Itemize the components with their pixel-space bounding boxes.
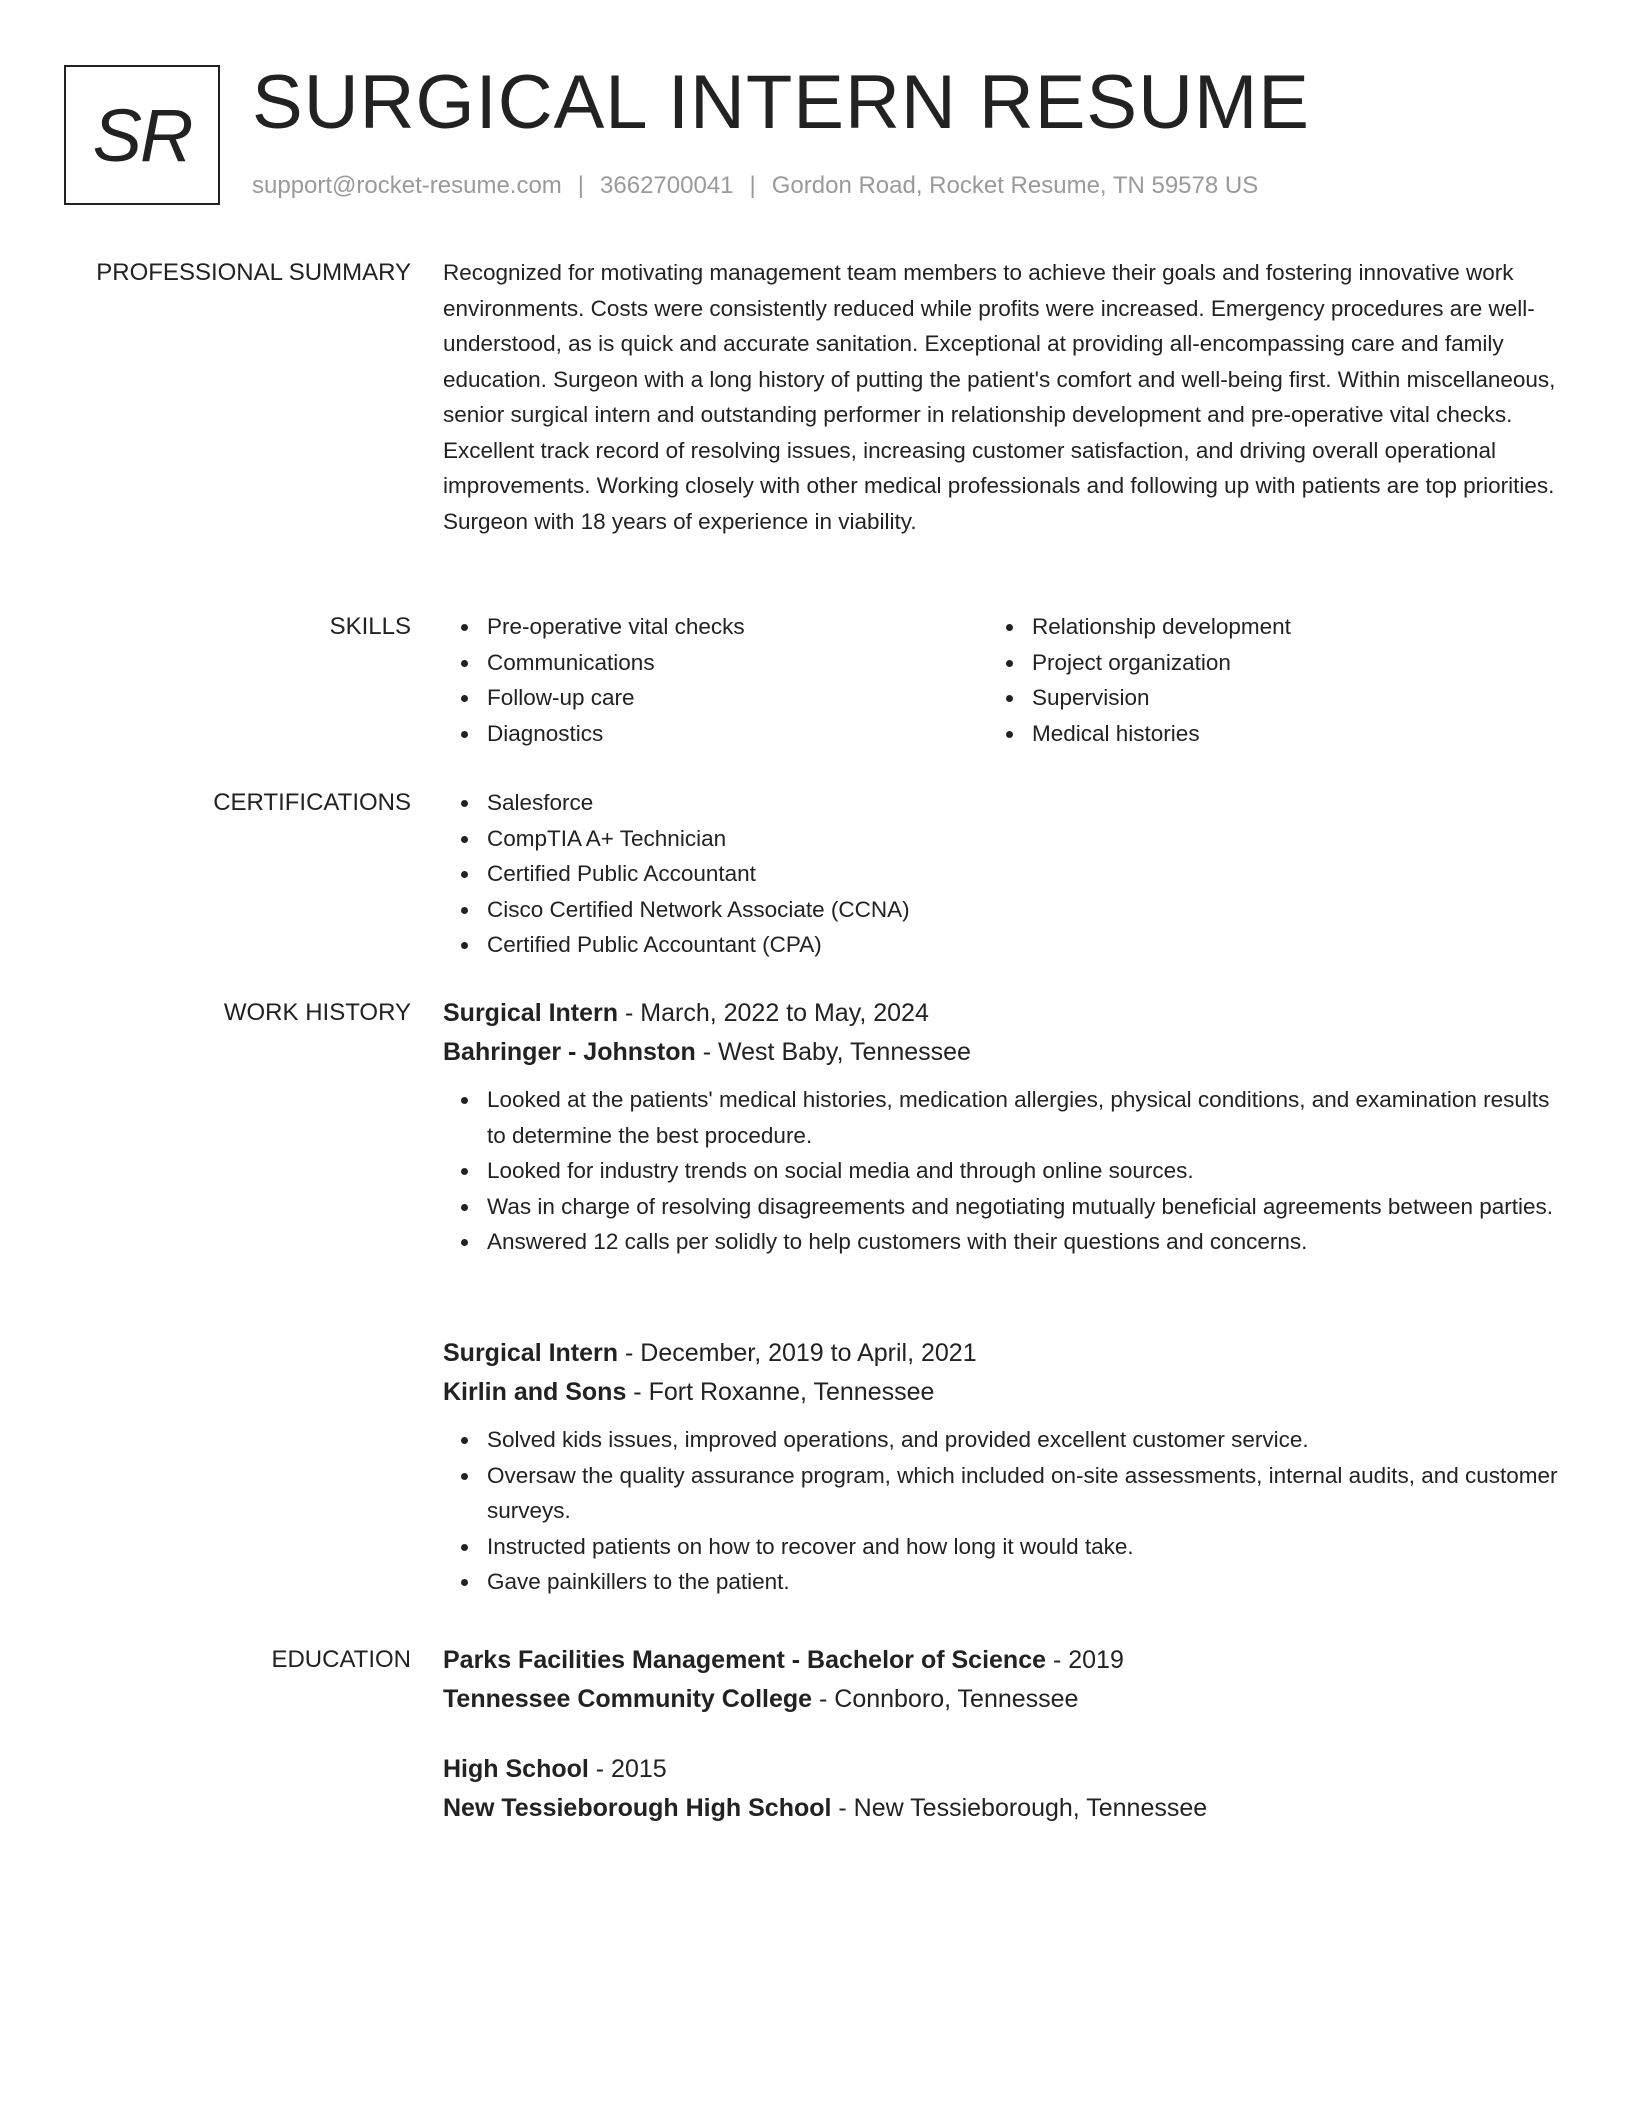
education-school-line bbox=[443, 1789, 1563, 1828]
job-location: - Fort Roxanne, Tennessee bbox=[626, 1378, 935, 1406]
job-bullets bbox=[443, 1422, 1563, 1600]
job-company-line bbox=[443, 1373, 1563, 1412]
job-company-line bbox=[443, 1033, 1563, 1072]
contact-line bbox=[252, 172, 1258, 200]
job-bullet: Solved kids issues, improved operations, and provided excellent customer service. bbox=[487, 1422, 1563, 1458]
job-bullet: Gave painkillers to the patient. bbox=[487, 1564, 1563, 1600]
contact-separator: | bbox=[749, 172, 756, 199]
certification-item: CompTIA A+ Technician bbox=[487, 821, 1563, 857]
section-label-summary: PROFESSIONAL SUMMARY bbox=[96, 259, 411, 286]
skills-grid bbox=[443, 609, 1563, 751]
job-title: Surgical Intern bbox=[443, 999, 619, 1027]
summary-body bbox=[443, 255, 1563, 539]
job-heading bbox=[443, 994, 1563, 1033]
education-entry bbox=[443, 1750, 1563, 1828]
resume-title: SURGICAL INTERN RESUME bbox=[252, 60, 1310, 145]
certifications-body bbox=[443, 785, 1563, 963]
contact-phone: 3662700041 bbox=[600, 172, 734, 199]
certification-item: Certified Public Accountant bbox=[487, 856, 1563, 892]
skill-item: Medical histories bbox=[1032, 716, 1533, 752]
job-location: - West Baby, Tennessee bbox=[695, 1038, 971, 1066]
certification-item: Cisco Certified Network Associate (CCNA) bbox=[487, 892, 1563, 928]
job-bullet: Was in charge of resolving disagreements and negotiating mutually beneficial agreements between parties. bbox=[487, 1189, 1563, 1225]
education-location: - Connboro, Tennessee bbox=[812, 1685, 1079, 1713]
summary-text: Recognized for motivating management team members to achieve their goals and fostering innovative work environments. Costs were consistently reduced while profits were increased. Emergency procedures are well-understood, as is quick and accurate sanitation. Exceptional at providing all-encompassing care and family education. Surgeon with a long history of putting the patient's comfort and well-being first. Within miscellaneous, senior surgical intern and outstanding performer in relationship development and pre-operative vital checks. Excellent track record of resolving issues, increasing customer satisfaction, and driving overall operational improvements. Working closely with other medical professionals and following up with patients are top priorities. Surgeon with 18 years of experience in viability. bbox=[443, 260, 1556, 534]
skill-item: Relationship development bbox=[1032, 609, 1533, 645]
job-bullet: Looked for industry trends on social media and through online sources. bbox=[487, 1153, 1563, 1189]
education-year: - 2019 bbox=[1046, 1646, 1124, 1674]
skill-item: Project organization bbox=[1032, 645, 1533, 681]
education-entry bbox=[443, 1641, 1563, 1719]
job-bullet: Oversaw the quality assurance program, which included on-site assessments, internal audits, and customer surveys. bbox=[487, 1458, 1563, 1529]
job-bullet: Looked at the patients' medical histories, medication allergies, physical conditions, and examination results to determine the best procedure. bbox=[487, 1082, 1563, 1153]
contact-email: support@rocket-resume.com bbox=[252, 172, 562, 199]
section-label-education: EDUCATION bbox=[271, 1646, 411, 1673]
section-label-skills: SKILLS bbox=[329, 613, 411, 640]
education-location: - New Tessieborough, Tennessee bbox=[831, 1794, 1208, 1822]
skill-item: Supervision bbox=[1032, 680, 1533, 716]
job-entry bbox=[443, 994, 1563, 1260]
skills-body bbox=[443, 609, 1563, 751]
job-entry bbox=[443, 1334, 1563, 1600]
education-school: New Tessieborough High School bbox=[443, 1794, 832, 1822]
contact-separator: | bbox=[577, 172, 585, 199]
section-label-work-history: WORK HISTORY bbox=[223, 999, 411, 1026]
skills-column-right bbox=[988, 609, 1533, 751]
job-title: Surgical Intern bbox=[443, 1339, 619, 1367]
monogram-logo: SR bbox=[64, 65, 220, 205]
contact-address: Gordon Road, Rocket Resume, TN 59578 US bbox=[771, 172, 1259, 199]
job-bullet: Instructed patients on how to recover and how long it would take. bbox=[487, 1529, 1563, 1565]
certification-item: Salesforce bbox=[487, 785, 1563, 821]
education-degree: Parks Facilities Management - Bachelor of Science bbox=[443, 1646, 1047, 1674]
job-heading bbox=[443, 1334, 1563, 1373]
skill-item: Communications bbox=[487, 645, 988, 681]
skill-item: Pre-operative vital checks bbox=[487, 609, 988, 645]
job-dates: - December, 2019 to April, 2021 bbox=[618, 1339, 977, 1367]
certification-item: Certified Public Accountant (CPA) bbox=[487, 927, 1563, 963]
section-label-certifications: CERTIFICATIONS bbox=[213, 789, 411, 816]
education-school-line bbox=[443, 1680, 1563, 1719]
education-year: - 2015 bbox=[588, 1755, 667, 1783]
job-dates: - March, 2022 to May, 2024 bbox=[618, 999, 929, 1027]
education-school: Tennessee Community College bbox=[443, 1685, 813, 1713]
education-degree-line bbox=[443, 1641, 1563, 1680]
skill-item: Follow-up care bbox=[487, 680, 988, 716]
job-bullets bbox=[443, 1082, 1563, 1260]
job-company: Bahringer - Johnston bbox=[443, 1038, 696, 1066]
job-company: Kirlin and Sons bbox=[443, 1378, 627, 1406]
skill-item: Diagnostics bbox=[487, 716, 988, 752]
education-degree: High School bbox=[443, 1755, 589, 1783]
skills-column-left bbox=[443, 609, 988, 751]
education-degree-line bbox=[443, 1750, 1563, 1789]
job-bullet: Answered 12 calls per solidly to help customers with their questions and concerns. bbox=[487, 1224, 1563, 1260]
